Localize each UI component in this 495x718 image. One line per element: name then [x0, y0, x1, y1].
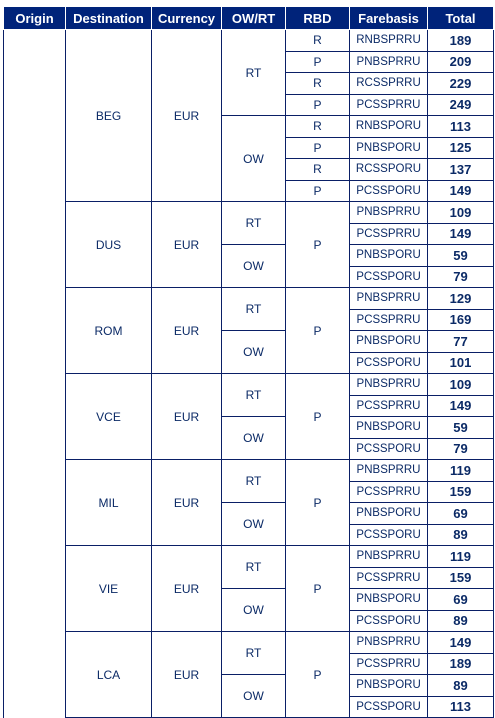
- total-cell: 189: [428, 30, 494, 52]
- farebasis-cell: RCSSPORU: [350, 159, 428, 181]
- total-cell: 119: [428, 460, 494, 482]
- destination-cell: LCA: [66, 632, 152, 718]
- farebasis-cell: PCSSPORU: [350, 438, 428, 460]
- farebasis-cell: PCSSPORU: [350, 352, 428, 374]
- farebasis-cell: PNBSPRRU: [350, 374, 428, 396]
- table-row: [4, 202, 494, 224]
- header-currency: Currency: [152, 7, 222, 30]
- ow-rt-cell: OW: [222, 503, 286, 546]
- farebasis-cell: PNBSPORU: [350, 417, 428, 439]
- farebasis-cell: PNBSPORU: [350, 331, 428, 353]
- total-cell: 149: [428, 223, 494, 245]
- ow-rt-cell: RT: [222, 546, 286, 589]
- farebasis-cell: PCSSPORU: [350, 610, 428, 632]
- rbd-cell: P: [286, 94, 350, 116]
- header-destination: Destination: [66, 7, 152, 30]
- currency-cell: EUR: [152, 288, 222, 374]
- total-cell: 119: [428, 546, 494, 568]
- ow-rt-cell: RT: [222, 30, 286, 116]
- total-cell: 101: [428, 352, 494, 374]
- rbd-cell: P: [286, 374, 350, 460]
- ow-rt-cell: OW: [222, 417, 286, 460]
- farebasis-cell: PNBSPORU: [350, 137, 428, 159]
- table-row: [4, 632, 494, 654]
- farebasis-cell: PNBSPRRU: [350, 288, 428, 310]
- currency-cell: EUR: [152, 374, 222, 460]
- total-cell: 169: [428, 309, 494, 331]
- rbd-cell: R: [286, 116, 350, 138]
- ow-rt-cell: RT: [222, 632, 286, 675]
- total-cell: 113: [428, 696, 494, 718]
- rbd-cell: P: [286, 202, 350, 288]
- total-cell: 209: [428, 51, 494, 73]
- ow-rt-cell: OW: [222, 589, 286, 632]
- farebasis-cell: PNBSPORU: [350, 675, 428, 697]
- destination-cell: VIE: [66, 546, 152, 632]
- ow-rt-cell: RT: [222, 460, 286, 503]
- total-cell: 79: [428, 266, 494, 288]
- farebasis-cell: PCSSPORU: [350, 266, 428, 288]
- table-row: [4, 546, 494, 568]
- farebasis-cell: PCSSPRRU: [350, 223, 428, 245]
- ow-rt-cell: OW: [222, 116, 286, 202]
- total-cell: 77: [428, 331, 494, 353]
- fare-table-body: [4, 30, 494, 718]
- farebasis-cell: PNBSPRRU: [350, 51, 428, 73]
- farebasis-cell: PNBSPRRU: [350, 632, 428, 654]
- total-cell: 137: [428, 159, 494, 181]
- destination-cell: DUS: [66, 202, 152, 288]
- total-cell: 129: [428, 288, 494, 310]
- header-row: [4, 7, 494, 30]
- total-cell: 69: [428, 503, 494, 525]
- currency-cell: EUR: [152, 460, 222, 546]
- destination-cell: ROM: [66, 288, 152, 374]
- ow-rt-cell: OW: [222, 331, 286, 374]
- table-row: [4, 460, 494, 482]
- farebasis-cell: RNBSPORU: [350, 116, 428, 138]
- ow-rt-cell: RT: [222, 374, 286, 417]
- destination-cell: BEG: [66, 30, 152, 202]
- total-cell: 89: [428, 610, 494, 632]
- total-cell: 229: [428, 73, 494, 95]
- farebasis-cell: PNBSPRRU: [350, 546, 428, 568]
- total-cell: 249: [428, 94, 494, 116]
- total-cell: 89: [428, 524, 494, 546]
- destination-cell: VCE: [66, 374, 152, 460]
- farebasis-cell: PCSSPRRU: [350, 94, 428, 116]
- rbd-cell: P: [286, 180, 350, 202]
- farebasis-cell: PCSSPRRU: [350, 567, 428, 589]
- currency-cell: EUR: [152, 30, 222, 202]
- fare-table: [3, 6, 494, 718]
- rbd-cell: P: [286, 288, 350, 374]
- total-cell: 59: [428, 245, 494, 267]
- header-ow-rt: OW/RT: [222, 7, 286, 30]
- origin-cell: [4, 30, 66, 718]
- farebasis-cell: PNBSPORU: [350, 503, 428, 525]
- header-origin: Origin: [4, 7, 66, 30]
- farebasis-cell: PNBSPRRU: [350, 460, 428, 482]
- header-total: Total: [428, 7, 494, 30]
- total-cell: 149: [428, 632, 494, 654]
- farebasis-cell: PNBSPRRU: [350, 202, 428, 224]
- ow-rt-cell: OW: [222, 675, 286, 718]
- farebasis-cell: RNBSPRRU: [350, 30, 428, 52]
- rbd-cell: P: [286, 632, 350, 718]
- total-cell: 69: [428, 589, 494, 611]
- total-cell: 109: [428, 202, 494, 224]
- farebasis-cell: PNBSPORU: [350, 589, 428, 611]
- total-cell: 113: [428, 116, 494, 138]
- total-cell: 59: [428, 417, 494, 439]
- total-cell: 79: [428, 438, 494, 460]
- currency-cell: EUR: [152, 632, 222, 718]
- ow-rt-cell: RT: [222, 202, 286, 245]
- farebasis-cell: PNBSPORU: [350, 245, 428, 267]
- rbd-cell: R: [286, 73, 350, 95]
- rbd-cell: P: [286, 51, 350, 73]
- rbd-cell: R: [286, 30, 350, 52]
- table-row: [4, 288, 494, 310]
- farebasis-cell: PCSSPRRU: [350, 653, 428, 675]
- total-cell: 159: [428, 567, 494, 589]
- header-farebasis: Farebasis: [350, 7, 428, 30]
- farebasis-cell: PCSSPRRU: [350, 395, 428, 417]
- total-cell: 89: [428, 675, 494, 697]
- farebasis-cell: PCSSPORU: [350, 180, 428, 202]
- table-row: [4, 374, 494, 396]
- destination-cell: MIL: [66, 460, 152, 546]
- total-cell: 125: [428, 137, 494, 159]
- table-row: [4, 30, 494, 52]
- rbd-cell: P: [286, 546, 350, 632]
- farebasis-cell: PCSSPRRU: [350, 309, 428, 331]
- total-cell: 149: [428, 395, 494, 417]
- total-cell: 109: [428, 374, 494, 396]
- farebasis-cell: PCSSPORU: [350, 524, 428, 546]
- currency-cell: EUR: [152, 202, 222, 288]
- header-rbd: RBD: [286, 7, 350, 30]
- ow-rt-cell: RT: [222, 288, 286, 331]
- ow-rt-cell: OW: [222, 245, 286, 288]
- farebasis-cell: PCSSPORU: [350, 696, 428, 718]
- rbd-cell: R: [286, 159, 350, 181]
- farebasis-cell: RCSSPRRU: [350, 73, 428, 95]
- total-cell: 189: [428, 653, 494, 675]
- farebasis-cell: PCSSPRRU: [350, 481, 428, 503]
- total-cell: 159: [428, 481, 494, 503]
- currency-cell: EUR: [152, 546, 222, 632]
- rbd-cell: P: [286, 137, 350, 159]
- rbd-cell: P: [286, 460, 350, 546]
- total-cell: 149: [428, 180, 494, 202]
